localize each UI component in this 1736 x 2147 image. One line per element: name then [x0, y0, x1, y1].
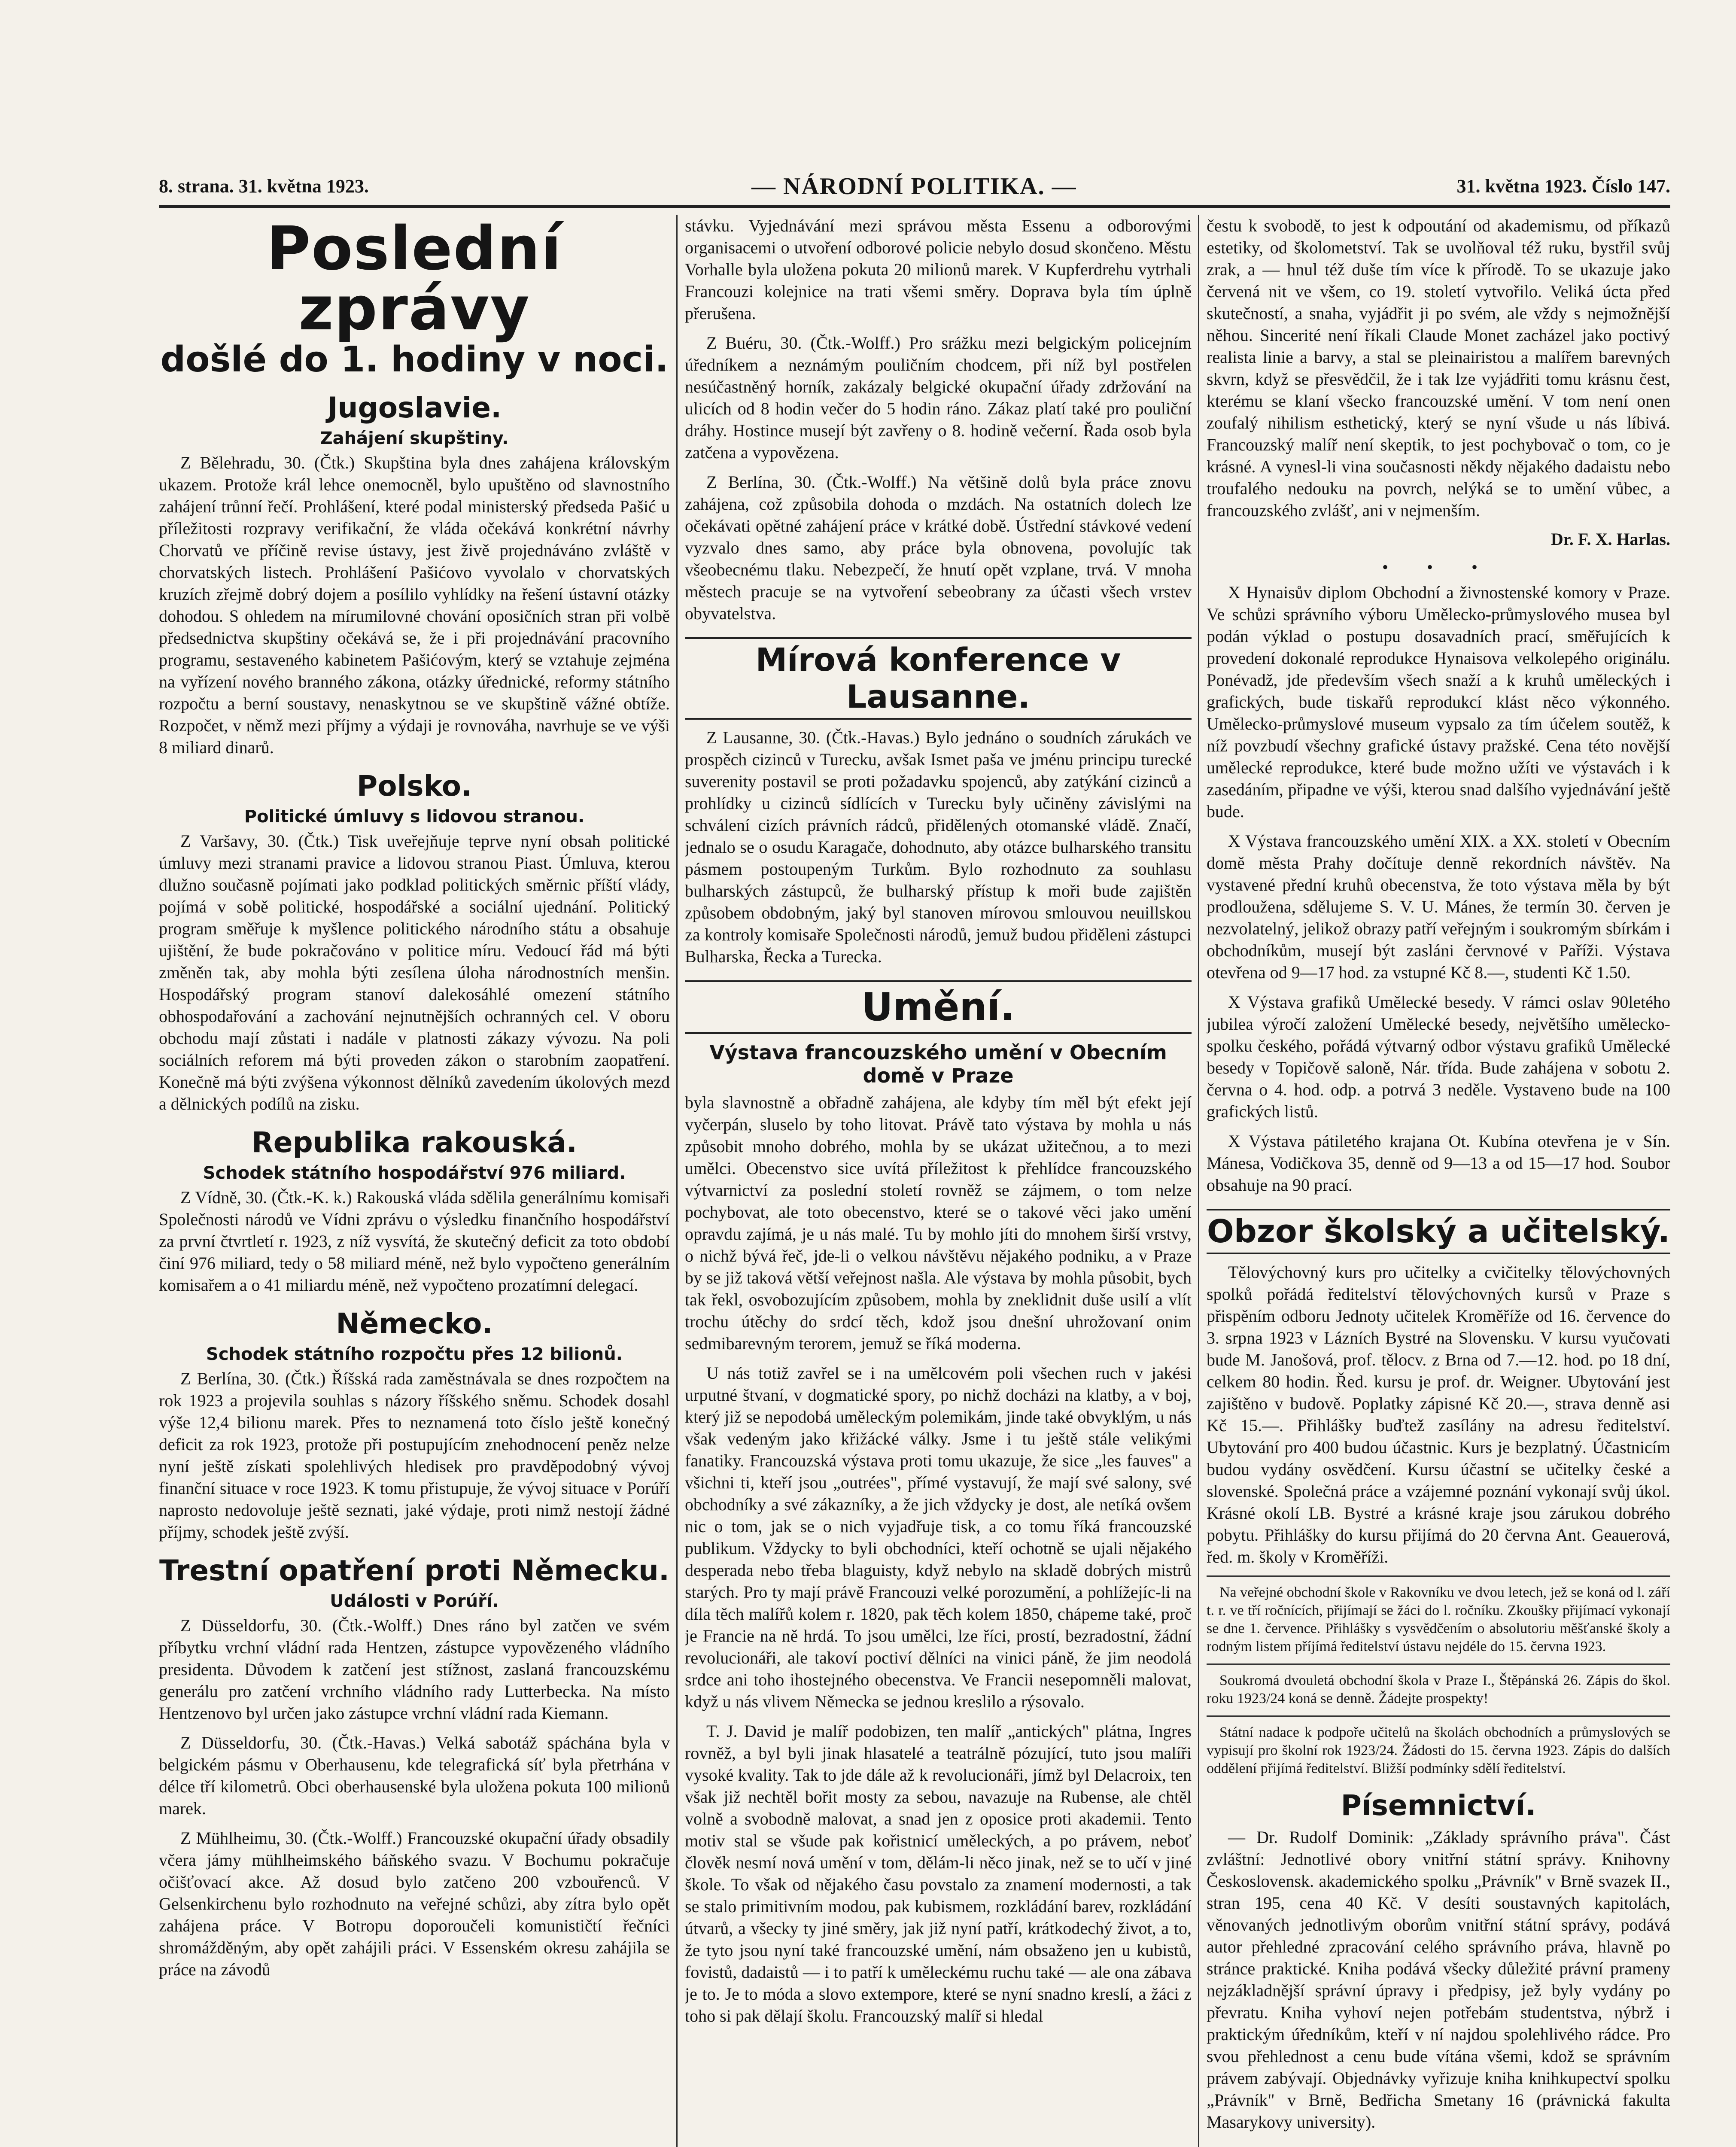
notice-text: Soukromá dvouletá obchodní škola v Praze I., Štěpánská 26. Zápis do škol. roku 1923/24 koná se denně. Žádejte prospekty! — [1207, 1673, 1670, 1706]
main-subheadline: došlé do 1. hodiny v noci. — [160, 339, 669, 380]
section-heading: Písemnictví. — [1341, 1789, 1536, 1822]
article-text: Z Lausanne, 30. (Čtk.-Havas.) Bylo jednáno o soudních zárukách ve prospěch cizinců v Turecku, avšak Ismet paša ve jménu principu turecké suverenity postavil se proti požadavku spojenců, aby zatýkání cizinců a prohlídky u cizinců sídlících v Turecku byly učiněny závislými na schválení cizích právních rádců, přidělených otomanské vládě. Značí, jednalo se o osudu Karagače, dohodnuto, aby otázce bulharského transitu pásmem postoupeným Turkům. Bylo rozhodnuto za souhlasu bulharských zástupců, že bulharský přístup k moři bude zajištěn způsobem obdobným, jaký byl stanoven mírovou smlouvou neuillskou za kontroly komisaře Společnosti národů, jemuž budou přiděleni zástupci Bulharska, Řecka a Turecka. — [685, 728, 1192, 966]
section-heading: Umění. — [685, 980, 1192, 1034]
author-signature: Dr. F. X. Harlas. — [1551, 529, 1670, 549]
section-heading: Republika rakouská. — [251, 1126, 578, 1159]
article-text: Z Berlína, 30. (Čtk.-Wolff.) Na většině dolů byla práce znovu zahájena, což způsobila dohoda o mzdách. Na ostatních dolech lze očekávati opětné zahájení práce v krátké době. Ústřední stávkové vedení vyzvalo dnes samo, aby práce byla obnovena, povolujíc tak všeobecnému tlaku. Nebezpečí, že hnutí opět vzplane, trvá. V mnoha městech pracuje se na vytvoření sebeobrany za účasti všech vrstev obyvatelstva. — [685, 472, 1192, 623]
article-text: Z Mühlheimu, 30. (Čtk.-Wolff.) Francouzské okupační úřady obsadily včera jámy mühlheimského báňského svazu. V Bochumu pokračuje očišťovací akce. Až dosud bylo zatčeno 200 vzbouřenců. V Gelsenkirchenu bylo rozhodnuto na veřejné schůzi, aby zítra bylo opět zahájena práce. V Botropu doporoučeli komunističtí řečníci shromážděným, aby opět zahájili práci. V Essenském okresu zahájila se práce na závodů — [159, 1828, 670, 1979]
article-subheading: Schodek státního rozpočtu přes 12 bilionů. — [206, 1344, 623, 1364]
article-text: U nás totiž zavřel se i na umělcovém poli všechen ruch v jakési urputné štvaní, v dogmatické spory, po nichž docházi na klatby, a v boj, který již se nepodobá uměleckým polemikám, jinde také obvyklým, u nás však vedeným jako křižácké války. Jsme i tu ještě stále velikými fanatiky. Francouzská výstava proti tomu ukazuje, že sice „les fauves" a všichni ti, kteří jsou „outrées", přímé vystavují, že mají své salony, své obchodníky a své zákazníky, a že jich vždycky je dost, ale netíká ovšem nic o tom, jak se o nich vyjadřuje tisk, a co tomu říká francouzské publikum. Vždycky to byli obchodníci, kteří ochotně se ujali nějakého desperada nebo třeba blaguisty, když nebylo na skladě dobrých mistrů starých. Pro ty mají právě Francouzi velké porozumění, a pohlížejíc-li na díla těch malířů kolem r. 1820, pak těch kolem 1850, chápeme také, proč je Francie na ně hrdá. To jsou umělci, lze říci, prostí, bezradostní, žádní revolucionáři, ale takoví poctiví dělníci na vinici páně, že jim neodolá srdce ani toho ihostejného obecenstva. Ve Francii nesepomněli malovat, když u nás vlivem Německa se jednou kreslilo a rýsovalo. — [685, 1363, 1192, 1711]
issue-number: 31. května 1923. Číslo 147. — [1456, 176, 1670, 197]
article-text: Z Varšavy, 30. (Čtk.) Tisk uveřejňuje teprve nyní obsah politické úmluvy mezi stranami pravice a lidovou stranou Piast. Úmluva, kterou dlužno současně pojímati jako podklad politických směrnic příští vlády, pojímá v sobě politické, hospodářské a sociální ujednání. Politický program směřuje k myšlence politického národního státu a obsahuje ujištění, že bude pokračováno v politice míru. Vedoucí řád má býti změněn tak, aby mohla býti zesílena úloha národnostních menšin. Hospodářský program stanoví dalekosáhlé omezení státního obhospodařování a zachování nejnutnějších ochranných cel. V oboru obchodu mají zůstati i nadále v platnosti zákazy vývozu. Na poli sociálních reforem má býti proveden zákon o starobním zaopatření. Konečně má býti zvýšena výkonnost dělníků zavedením úkolových mezd a dělnických podílů na zisku. — [159, 831, 670, 1113]
page-date-left: 8. strana. 31. května 1923. — [159, 176, 369, 197]
article-text: Z Bělehradu, 30. (Čtk.) Skupština byla dnes zahájena královským ukazem. Protože král lehce onemocněl, bylo upuštěno od slavnostního zahájení trůnní řečí. Prohlášení, které podal ministerský předseda Pašić u příležitosti rozpravy verifikační, že vláda očekává konkrétní návrhy Chorvatů ve příčině revise ústavy, jest živě projednáváno zvláště v chorvatských listech. Prohlášení Pašićovo vyvolalo v chorvatských kruzích zřejmě dobrý dojem a posílilo vyhlídky na řešení ústavní otázky dohodou. S ohledem na mírumilovné chování oposičních stran při volbě předsednictva skupštiny očekává se, že i při projednávání pracovního programu, sestaveného kabinetem Pašićovým, který se vztahuje zejména na vyřízení nového branného zákona, otázky úřednické, reformy státního rozpočtu a berní soustavy, nenaskytnou se ve skupštině vážné obtíže. Rozpočet, v němž mezi příjmy a výdaji je rovnováha, navrhuje se ve výši 8 miliard dinarů. — [159, 453, 670, 757]
article-text: Z Vídně, 30. (Čtk.-K. k.) Rakouská vláda sdělila generálnímu komisaři Společnosti národů ve Vídni zprávu o výsledku finančního hospodářství za první čtvrtletí r. 1923, z níž vysvítá, že skutečný deficit za toto období činí 976 miliard, tedy o 58 miliard méně, než bylo vypočteno generálním komisařem a o 41 miliardu méně, než vypočteno prozatímní delegací. — [159, 1188, 670, 1295]
section-heading: Polsko. — [356, 769, 472, 803]
column-1 — [159, 215, 670, 2147]
article-text: — Dr. Rudolf Dominik: „Základy správního práva". Část zvláštní: Jednotlivé obory vnitřní státní správy. Knihovny Československ. akademického spolku „Právník" v Brně svazek II., stran 195, cena 40 Kč. V desíti soustavných kapitolách, věnovaných jednotlivým oborům vnitřní státní správy, podává autor přehledné zpracování celého správního práva, hlavně po stránce praktické. Kniha podává všecky důležité právní prameny nejzákladnější správní úpravy i předpisy, jež byly vydány po převratu. Kniha vyhoví nejen potřebám studentstva, nýbrž i praktickým úředníkům, kteří v ní najdou spolehlivého rádce. Pro svou přehlednost a cenu bude vítána všemi, kdož se správním právem zabývají. Objednávky vyřizuje kniha knihkupectví spolku „Právník" v Brně, Bedřicha Smetany 16 (právnická fakulta Masarykovy university). — [1207, 1828, 1670, 2132]
newspaper-title: — NÁRODNÍ POLITIKA. — — [751, 173, 1077, 200]
article-subheading: Politické úmluvy s lidovou stranou. — [244, 807, 585, 827]
section-heading: Německo. — [336, 1307, 493, 1340]
section-heading: Obzor školský a učitelský. — [1207, 1209, 1670, 1254]
divider — [1207, 1575, 1670, 1577]
article-text: Z Düsseldorfu, 30. (Čtk.-Havas.) Velká sabotáž spáchána byla v belgickém pásmu v Oberhausenu, kde telegrafická síť byla přetrhána v délce tří kilometrů. Obci oberhausenské byla uložena pokuta 100 milionů marek. — [159, 1733, 670, 1818]
article-text: X Výstava grafiků Umělecké besedy. V rámci oslav 90letého jubilea výročí založení Umělecké besedy, největšího umělecko-spolku českého, pořádá výtvarný odbor výstavu grafiků Umělecké besedy v Topičově saloně, Nár. třída. Bude zahájena v sobotu 2. června o 4. hod. odp. a potrvá 3 neděle. Vystaveno bude na 100 grafických listů. — [1207, 992, 1670, 1121]
masthead — [159, 175, 1670, 208]
section-heading: Trestní opatření proti Německu. — [159, 1554, 669, 1587]
article-text: čestu k svobodě, to jest k odpoutání od akademismu, od příkazů estetiky, od školometství. Tak se uvolňoval též ruku, bystřil svůj zrak, a — hnul též duše tím více k přírodě. To se ukazuje jako červená nit ve všem, co 19. století vytvořilo. Veliká úcta před skutečností, a snaha, vyjádřit ji po svém, ale vždy s nejmožnější něhou. Sincerité není říkali Claude Monet zacházel jako poctivý realista linie a barvy, a stal se pleinairistou a malířem barevných skvrn, když se přesvědčil, že i tak lze vyjádřiti tomu krásnu čest, kterému se klaní všecko francouzské umění. V tom není onen zoufalý nihilism esthetický, který se nyní všude u nás líbivá. Francouzský malíř není skeptik, to jest pochybovač o tom, co je krásné. A vynesl-li vina současnosti někdy nějakého dadaistu nebo troufalého nedouku na povrch, nelýká se to umění vůbec, a francouzského zvlášť, ani v nejmenším. — [1207, 216, 1670, 520]
main-headline: Poslední zprávy — [266, 215, 562, 344]
article-text: T. J. David je malíř podobizen, ten malíř „antických" plátna, Ingres rovněž, a byl byli jinak hlasatelé a teatrálně pózující, tuto jsou malíři vysoké kvality. Tak to jde dále až k revolucionáři, jímž byl Delacroix, ten však již nechtěl bořit mosty za sebou, navazuje na Rubense, ale chtěl volně a svobodně malovat, a snad jen z oposice proti akademii. Tento motiv stal se všude pak kořistnicí uměleckých, a po právem, neboť člověk nesmí nová umění v tom, dělám-li něco jinak, než se to učí v jiné škole. To však od nějakého času povstalo za znamení modernosti, a tak se stalo primitivním modou, pak kubismem, rozkládání barev, rozkládání útvarů, a všecky ty jiné směry, jak již nyní patří, krátkodechý život, a to, že tyto jsou nyní také francouzské umění, nám obsaženo jen u kubistů, fovistů, dadaistů — i to patří k uměleckému ruchu také — ale ona zábava je to. Je to móda a slovo extempore, které se nyní snadno kreslí, a žáci z toho si pak dělají školu. Francouzský malíř si hledal — [685, 1721, 1192, 2025]
section-separator: • • • — [1382, 557, 1495, 577]
column-3 — [1207, 215, 1670, 2147]
section-heading: Jugoslavie. — [327, 391, 502, 424]
article-subheading: Zahájení skupštiny. — [320, 429, 509, 448]
article-text: Z Buéru, 30. (Čtk.-Wolff.) Pro srážku mezi belgickým policejním úředníkem a neznámým pouličním chodcem, při níž byl postřelen nesúčastněný horník, zakázaly belgické okupační úřady zdržování na ulicích od 8 hodin večer do 5 hodin ráno. Zákaz platí také pro pouliční dráhy. Hostince musejí být zavřeny o 8. hodině večerní. Řada osob byla zatčena a vypovězena. — [685, 333, 1192, 462]
article-text: Z Berlína, 30. (Čtk.) Říšská rada zaměstnávala se dnes rozpočtem na rok 1923 a projevila souhlas s názory říšského sněmu. Schodek dosahl výše 12,4 bilionu marek. Přes to neznamená toto číslo ještě konečný deficit za rok 1923, protože při postupujícím znehodnocení peněz nelze nyní ještě získati spolehlivých hledisek pro pravděpodobný vývoj finanční situace v roce 1923. K tomu přistupuje, že vývoj situace v Porúří naprosto nedovoluje ještě seznati, jaké výdaje, proti nimž nestojí žádné příjmy, schodek ještě zvýší. — [159, 1369, 670, 1542]
divider — [1207, 1715, 1670, 1717]
article-text: stávku. Vyjednávání mezi správou města Essenu a odborovými organisacemi o utvoření odborové policie nebylo dosud skončeno. Městu Vorhalle byla uložena pokuta 20 milionů marek. V Kupferdrehu vytrhali Francouzi kolejnice na trati všemi směry. Doprava byla tím úplně přerušena. — [685, 216, 1192, 323]
article-subheading: Výstava francouzského umění v Obecním domě v Praze — [709, 1041, 1167, 1087]
article-text: byla slavnostně a obřadně zahájena, ale kdyby tím měl být efekt její vyčerpán, sluselo by toho litovat. Právě tato výstava by mohla u nás způsobit mnoho dobrého, mohla by se ukázat užitečnou, a to mezi umělci. Obecenstvo sice uvítá příležitost k přehlídce francouzského výtvarnictví za poslední století rovněž se zájmem, o tom nelze pochybovat, ale toto obecenstvo, které se o takové věci jako umění opravdu zajímá, je u nás malé. Tu by mohlo jíti do mnohem širší vrstvy, o nichž bývá řeč, jde-li o velkou návštěvu nějakého podniku, a v Praze by se již taková větší veřejnost našla. Ale výstava by mohla působit, bych tak řekl, osvobozujícím způsobem, mohla by zneklidnit duše usilí a vlít trochu útěchy do srdcí těch, kdož jsou dnešní uhrožovaní onim sedmibarevným terorem, jemuž se říká moderna. — [685, 1093, 1192, 1353]
column-rule — [1198, 215, 1199, 2147]
article-subheading: Schodek státního hospodářství 976 miliard. — [203, 1163, 626, 1183]
article-text: X Výstava francouzského umění XIX. a XX. století v Obecním domě města Prahy dočítuje denně rekordních návštěv. Na vystavené přední kruhů obecenstva, že toto výstava měla by být prodloužena, sdělujeme S. V. U. Mánes, že termín 30. červen je nezvolatelný, jelikož obrazy patří veřejným i soukromým sbírkám i obchodníkům, musejí být zasláni červnové v Paříži. Výstava otevřena od 9—17 hod. za vstupné Kč 8.—, studenti Kč 1.50. — [1207, 831, 1670, 982]
article-text: X Výstava pátiletého krajana Ot. Kubína otevřena je v Sín. Mánesa, Vodičkova 35, denně od 9—13 a od 15—17 hod. Soubor obsahuje na 90 prací. — [1207, 1131, 1670, 1195]
article-text: Tělovýchovný kurs pro učitelky a cvičitelky tělovýchovných spolků pořádá ředitelství tělovýchovných kursů v Praze s přispěním odboru Jednoty učitelek Kroměříže od 16. července do 3. srpna 1923 v Lázních Bystré na Slovensku. V kursu vyučovati bude M. Janošová, prof. tělocv. z Brna od 7.—12. hod. po 18 dní, celkem 80 hodin. Řed. kursu je prof. dr. Weigner. Ubytování jest zajištěno v budově. Poplatky zápisné Kč 20.—, strava denně asi Kč 15.—. Přihlášky buďtež zasílány na adresu ředitelství. Ubytování pro 400 budou účastnic. Kurs je bezplatný. Účastnicím budou vydány osvědčení. Kursu účastní se učitelky české a slovenské. Společná práce a vzájemné poznání vykonají svůj úkol. Krásné okolí LB. Bystré a krásné kraje jsou zárukou dobrého pobytu. Přihlášky do kursu přijímá do 20 června Ant. Geauerová, řed. m. školy v Kroměříži. — [1207, 1262, 1670, 1566]
column-rule — [676, 215, 678, 2147]
column-2 — [685, 215, 1192, 2147]
divider — [1207, 1663, 1670, 1665]
article-text: X Hynaisův diplom Obchodní a živnostenské komory v Praze. Ve schůzi správního výboru Umělecko-průmyslového musea byl podán výklad o postupu dosavadních prací, směřujících k provedení dokonalé reprodukce Hynaisova velkolepého originálu. Ponévadž, jde především všech snaží a k kruhů uměleckých i grafických, bude tiskařů reprodukcí klást něco výkonného. Umělecko-průmyslové museum vypsalo za tím účelem soutěž, k níž povzbudí všechny grafické ústavy pražské. Cena této novější umělecké reprodukce, které bude možno užíti ve výstavách i k zasedáním, připadne ve výši, kterou snad dalšího vyjednávání ještě bude. — [1207, 583, 1670, 821]
notice-text: Na veřejné obchodní škole v Rakovníku ve dvou letech, jež se koná od l. září t. r. ve tří ročnících, přijímají se žáci do l. ročníku. Zkoušky přijímací vykonají se dne 1. července. Přihlášky s vysvědčením o absolutoriu měšťanské školy a rodným listem příjímá ředitelství ústavu nejdéle do 15. června 1923. — [1207, 1584, 1670, 1654]
notice-text: Státní nadace k podpoře učitelů na školách obchodních a průmyslových se vypisují pro školní rok 1923/24. Žádosti do 15. června 1923. Zápis do dalších oddělení přijímá ředitelství. Bližší podmínky sdělí ředitelství. — [1207, 1724, 1670, 1776]
section-heading: Mírová konference v Lausanne. — [685, 637, 1192, 720]
article-subheading: Události v Porúří. — [330, 1591, 499, 1611]
article-text: Z Düsseldorfu, 30. (Čtk.-Wolff.) Dnes ráno byl zatčen ve svém příbytku vrchní vládní rada Hentzen, zástupce vypovězeného vládního presidenta. Důvodem k zatčení jest stížnost, zaslaná francouzskému generálu pro zatčení vrchního vládního rady Lutterbecka. Na místo Hentzenovo byl určen jako zástupce vrchní vládní rada Kiemann. — [159, 1616, 670, 1723]
